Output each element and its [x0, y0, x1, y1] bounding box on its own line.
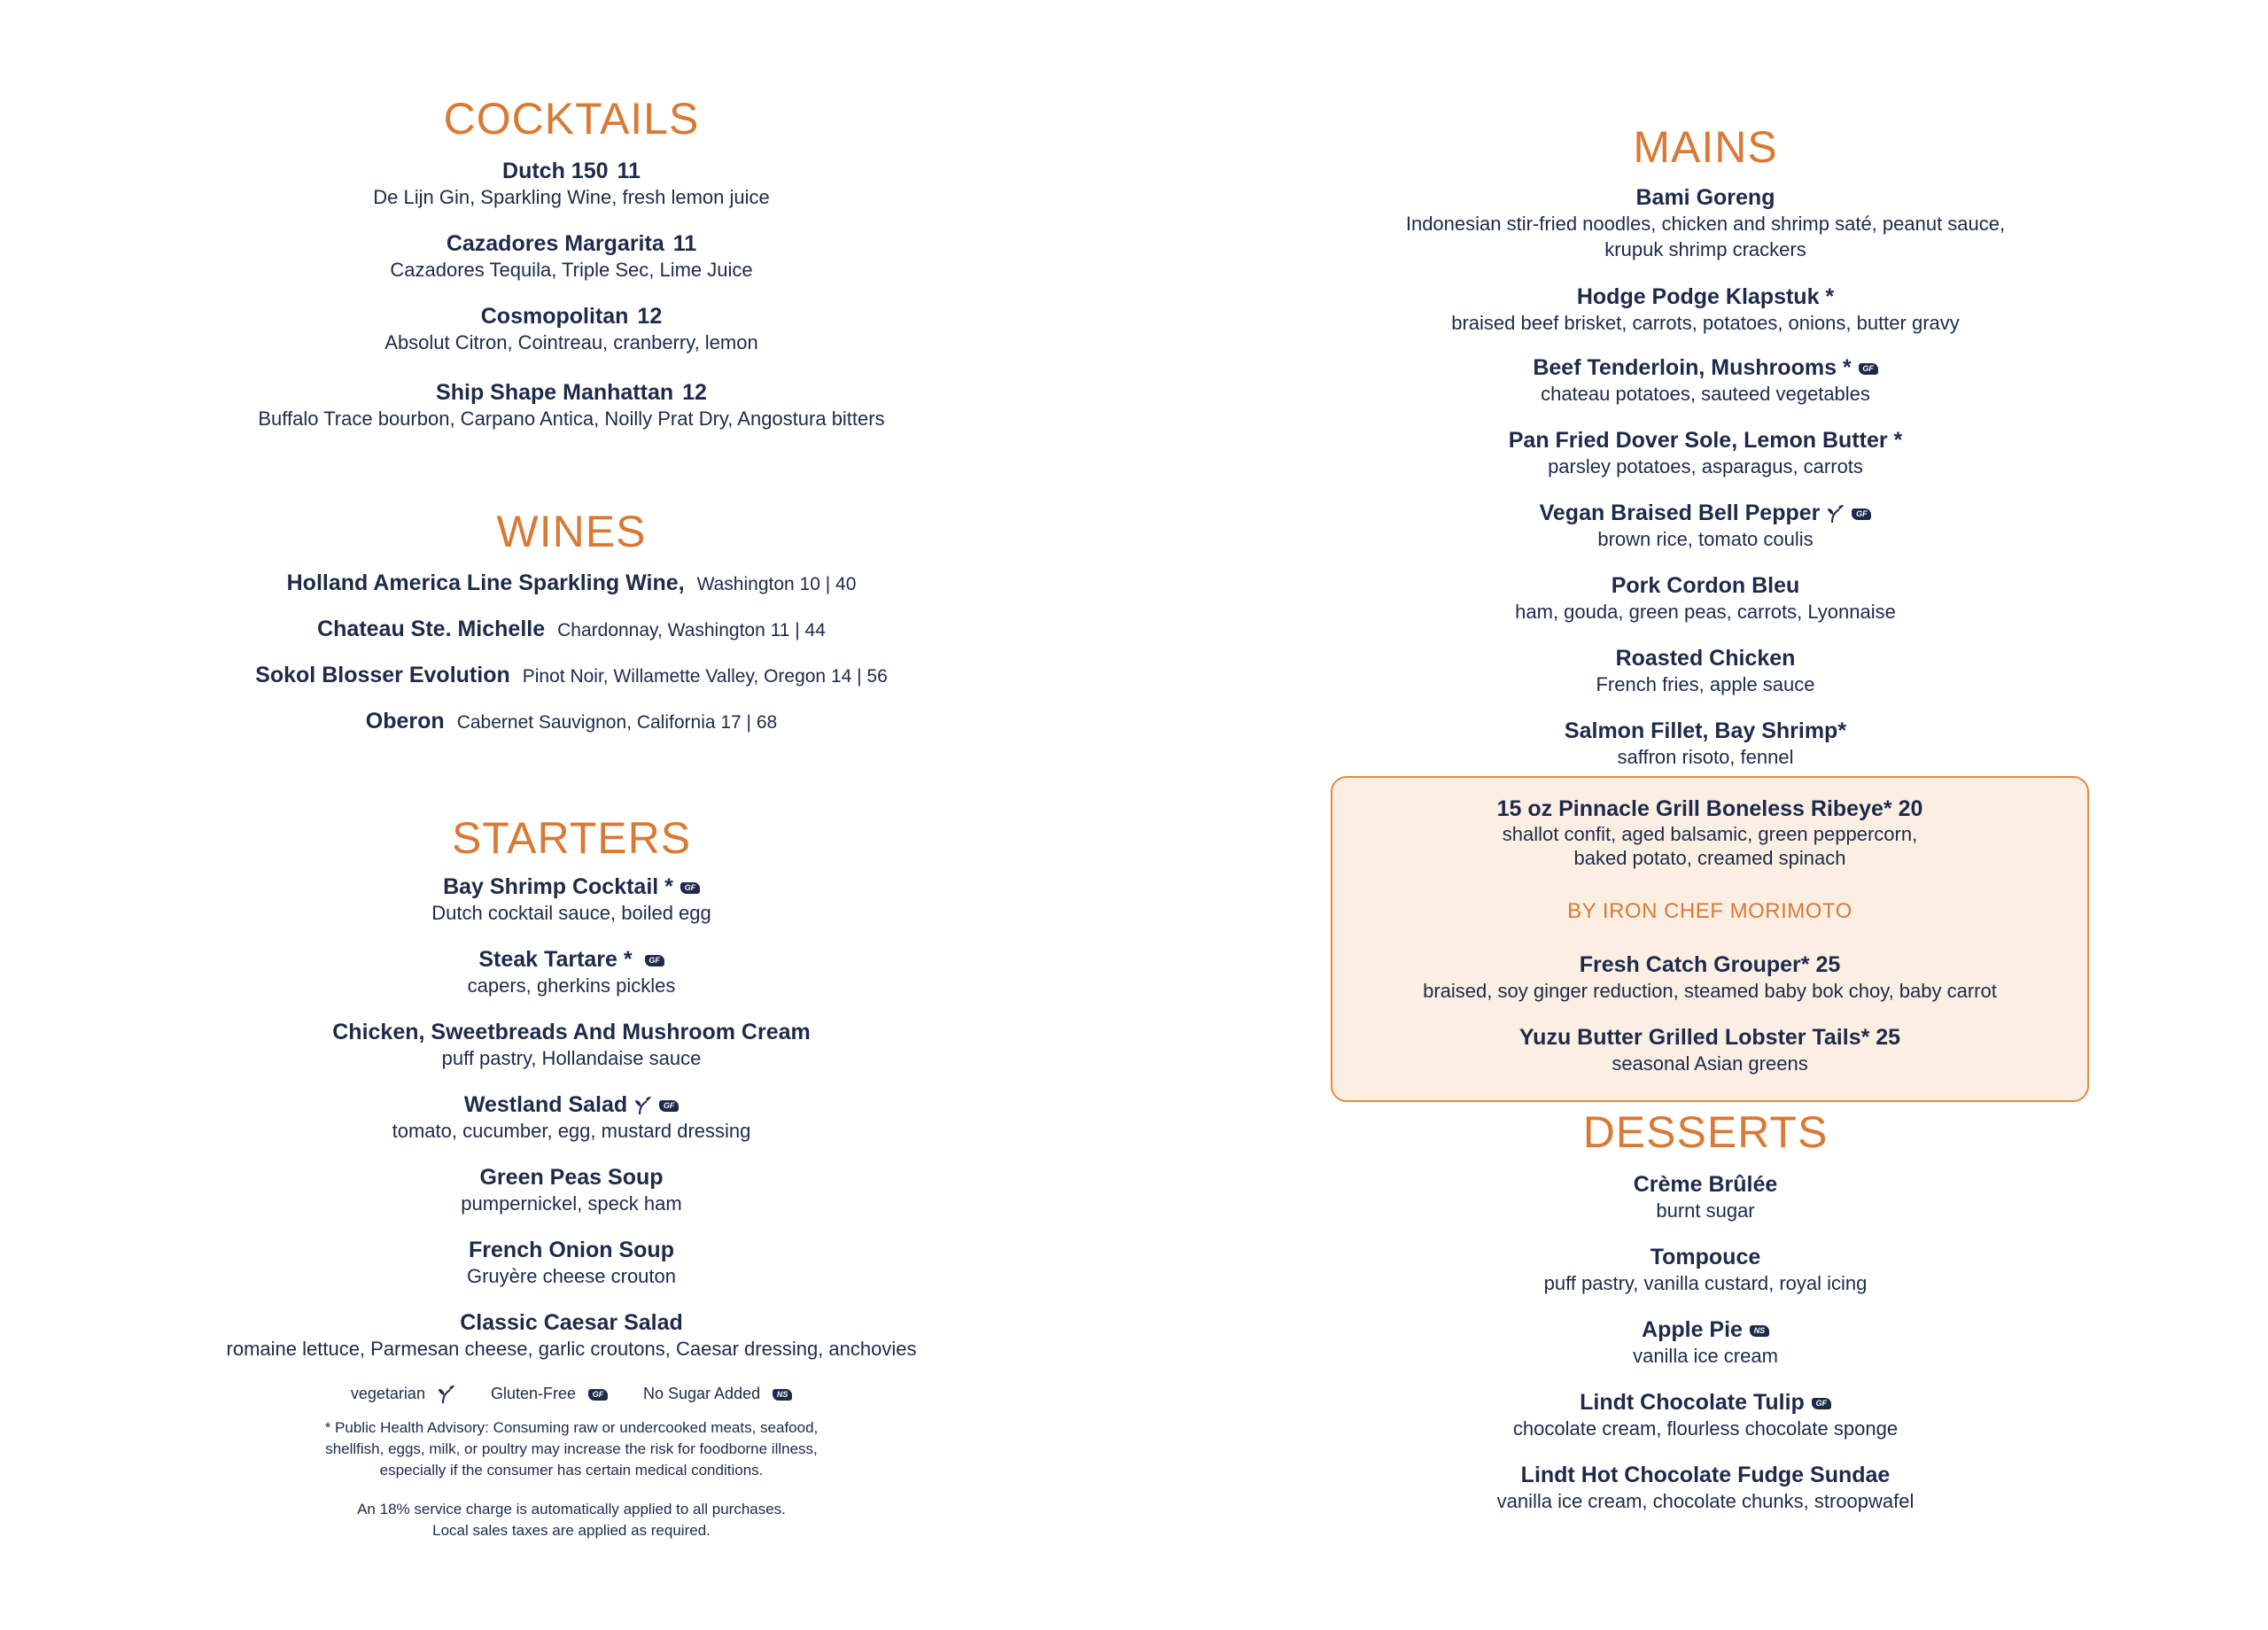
item-price: 11	[672, 231, 697, 256]
service-line: Local sales taxes are applied as required.	[432, 1522, 711, 1539]
gluten-free-icon: GF	[588, 1389, 608, 1401]
item-description: French fries, apple sauce	[1596, 673, 1815, 695]
item-description: ham, gouda, green peas, carrots, Lyonnaise	[1515, 601, 1896, 623]
item-description: Cazadores Tequila, Triple Sec, Lime Juice	[390, 259, 753, 281]
item-description: braised, soy ginger reduction, steamed baby bok choy, baby carrot	[1423, 980, 1997, 1002]
menu-item	[1329, 645, 2082, 697]
menu-item	[115, 230, 1028, 283]
wine-item	[115, 661, 1028, 693]
cocktails-heading: COCKTAILS	[443, 94, 700, 144]
item-name: Lindt Hot Chocolate Fudge Sundae	[1520, 1463, 1891, 1487]
item-name: Crème Brûlée	[1633, 1172, 1778, 1197]
legend-gluten-free-label: Gluten-Free	[490, 1385, 576, 1402]
legend-vegetarian-label: vegetarian	[350, 1385, 425, 1402]
desserts-heading: DESSERTS	[1582, 1107, 1829, 1157]
wine-details: Pinot Noir, Willamette Valley, Oregon 14 | 56	[522, 666, 888, 687]
item-description: shallot confit, aged balsamic, green peppercorn,	[1502, 823, 1918, 845]
menu-item	[1329, 1462, 2082, 1514]
wine-item	[115, 615, 1028, 647]
menu-item	[1329, 354, 2082, 407]
item-description: Gruyère cheese crouton	[466, 1265, 677, 1287]
vegetarian-icon	[1827, 504, 1845, 524]
item-price: 12	[637, 304, 663, 329]
item-name: Lindt Chocolate Tulip	[1580, 1390, 1805, 1415]
menu-item	[115, 946, 1028, 998]
item-description: puff pastry, Hollandaise sauce	[441, 1047, 702, 1069]
menu-item	[1329, 1389, 2082, 1441]
menu-item	[115, 1309, 1028, 1362]
item-description: burnt sugar	[1656, 1199, 1755, 1222]
item-name: Green Peas Soup	[479, 1165, 664, 1190]
gluten-free-icon: GF	[1859, 363, 1878, 375]
item-name: Steak Tartare *	[478, 947, 633, 972]
item-description: pumpernickel, speck ham	[461, 1192, 682, 1215]
legend-no-sugar-label: No Sugar Added	[643, 1385, 761, 1402]
gluten-free-icon: GF	[659, 1100, 679, 1112]
item-name: Roasted Chicken	[1615, 646, 1796, 671]
menu-item	[115, 1091, 1028, 1144]
gluten-free-icon: GF	[645, 955, 664, 966]
item-name: Ship Shape Manhattan	[436, 380, 674, 405]
wine-item	[115, 707, 1028, 739]
item-name: Pan Fried Dover Sole, Lemon Butter *	[1508, 428, 1903, 453]
item-name: Cazadores Margarita	[446, 231, 664, 256]
item-name: French Onion Soup	[469, 1238, 674, 1262]
item-name: Hodge Podge Klapstuk *	[1576, 284, 1835, 309]
gluten-free-icon: GF	[1852, 508, 1871, 520]
item-name: Vegan Braised Bell Pepper	[1539, 501, 1821, 525]
item-name: Salmon Fillet, Bay Shrimp*	[1564, 718, 1847, 743]
item-description: krupuk shrimp crackers	[1604, 238, 1806, 260]
item-description: Dutch cocktail sauce, boiled egg	[431, 902, 711, 924]
item-price: 12	[682, 380, 707, 405]
item-description: vanilla ice cream	[1633, 1345, 1778, 1367]
service-charge-note	[115, 1499, 1028, 1541]
menu-item	[1329, 572, 2082, 625]
item-description: chateau potatoes, sauteed vegetables	[1541, 383, 1870, 405]
mains-heading: MAINS	[1633, 122, 1778, 172]
item-description: De Lijn Gin, Sparkling Wine, fresh lemon juice	[373, 186, 770, 208]
wine-item	[115, 569, 1028, 601]
item-description: saffron risoto, fennel	[1617, 746, 1794, 768]
menu-item	[115, 1237, 1028, 1289]
menu-item	[115, 873, 1028, 926]
menu-item	[1329, 427, 2082, 479]
gluten-free-icon: GF	[680, 882, 700, 894]
menu-item	[115, 1019, 1028, 1071]
item-description: braised beef brisket, carrots, potatoes, onions, butter gravy	[1451, 312, 1960, 334]
wine-name: Holland America Line Sparkling Wine,	[286, 570, 685, 595]
service-line: An 18% service charge is automatically applied to all purchases.	[357, 1501, 786, 1517]
menu-item	[1329, 718, 2082, 770]
menu-item	[1332, 951, 2087, 1004]
item-description: brown rice, tomato coulis	[1597, 528, 1814, 550]
wine-name: Chateau Ste. Michelle	[317, 617, 546, 641]
item-description: baked potato, creamed spinach	[1573, 847, 1846, 869]
dietary-legend	[115, 1382, 1028, 1405]
item-description: Indonesian stir-fried noodles, chicken and shrimp saté, peanut sauce,	[1405, 213, 2006, 235]
wine-details: Washington 10 | 40	[696, 574, 857, 594]
item-name: Bay Shrimp Cocktail *	[443, 874, 673, 899]
chef-credit: BY IRON CHEF MORIMOTO	[1567, 899, 1852, 923]
item-name: Westland Salad	[463, 1092, 628, 1117]
item-name: Beef Tenderloin, Mushrooms *	[1533, 355, 1852, 380]
gluten-free-icon: GF	[1812, 1398, 1831, 1409]
item-price: 11	[617, 159, 641, 183]
item-description: capers, gherkins pickles	[467, 974, 676, 997]
menu-item	[1329, 184, 2082, 262]
item-name: Classic Caesar Salad	[460, 1310, 683, 1335]
wine-details: Cabernet Sauvignon, California 17 | 68	[456, 712, 778, 733]
item-name: Tompouce	[1650, 1245, 1761, 1269]
item-description: chocolate cream, flourless chocolate sponge	[1512, 1417, 1899, 1440]
menu-item	[1332, 1024, 2087, 1076]
item-description: Buffalo Trace bourbon, Carpano Antica, Noilly Prat Dry, Angostura bitters	[258, 408, 885, 430]
menu-item	[1329, 1171, 2082, 1223]
featured-specials-box	[1331, 776, 2089, 1102]
menu-item	[115, 303, 1028, 355]
menu-item	[1329, 1316, 2082, 1369]
item-description: tomato, cucumber, egg, mustard dressing	[392, 1120, 751, 1142]
item-description: parsley potatoes, asparagus, carrots	[1548, 455, 1863, 477]
no-sugar-icon: NS	[773, 1389, 792, 1401]
menu-item	[115, 158, 1028, 210]
advisory-line: shellfish, eggs, milk, or poultry may increase the risk for foodborne illness,	[325, 1440, 818, 1457]
menu-item	[115, 1164, 1028, 1216]
item-name: Fresh Catch Grouper* 25	[1579, 952, 1841, 977]
wine-name: Oberon	[365, 709, 445, 734]
item-description: seasonal Asian greens	[1612, 1052, 1808, 1075]
item-name: Bami Goreng	[1635, 185, 1775, 210]
item-name: Dutch 150	[502, 159, 609, 183]
menu-item	[1329, 283, 2082, 336]
advisory-line: especially if the consumer has certain medical conditions.	[379, 1462, 764, 1479]
health-advisory	[115, 1417, 1028, 1481]
vegetarian-icon	[634, 1096, 652, 1115]
wine-details: Chardonnay, Washington 11 | 44	[557, 620, 826, 640]
starters-heading: STARTERS	[451, 813, 692, 863]
item-description: Absolut Citron, Cointreau, cranberry, lemon	[384, 331, 758, 353]
item-description: puff pastry, vanilla custard, royal icing	[1543, 1272, 1868, 1294]
menu-item	[1329, 1244, 2082, 1296]
wines-heading: WINES	[496, 507, 647, 556]
item-description: vanilla ice cream, chocolate chunks, stroopwafel	[1496, 1490, 1915, 1512]
item-name: Apple Pie	[1642, 1317, 1743, 1342]
item-name: Cosmopolitan	[480, 304, 629, 329]
item-description: romaine lettuce, Parmesan cheese, garlic croutons, Caesar dressing, anchovies	[226, 1338, 917, 1360]
menu-item	[1332, 796, 2087, 870]
item-name: Chicken, Sweetbreads And Mushroom Cream	[332, 1020, 811, 1044]
no-sugar-icon: NS	[1750, 1325, 1769, 1337]
vegetarian-icon	[438, 1385, 455, 1404]
item-name: Pork Cordon Bleu	[1611, 573, 1800, 598]
wine-name: Sokol Blosser Evolution	[255, 663, 510, 687]
menu-item	[115, 379, 1028, 431]
item-name: Yuzu Butter Grilled Lobster Tails* 25	[1518, 1025, 1901, 1050]
advisory-line: * Public Health Advisory: Consuming raw or undercooked meats, seafood,	[324, 1419, 819, 1436]
item-name: 15 oz Pinnacle Grill Boneless Ribeye* 20	[1496, 796, 1923, 821]
menu-item	[1329, 500, 2082, 552]
